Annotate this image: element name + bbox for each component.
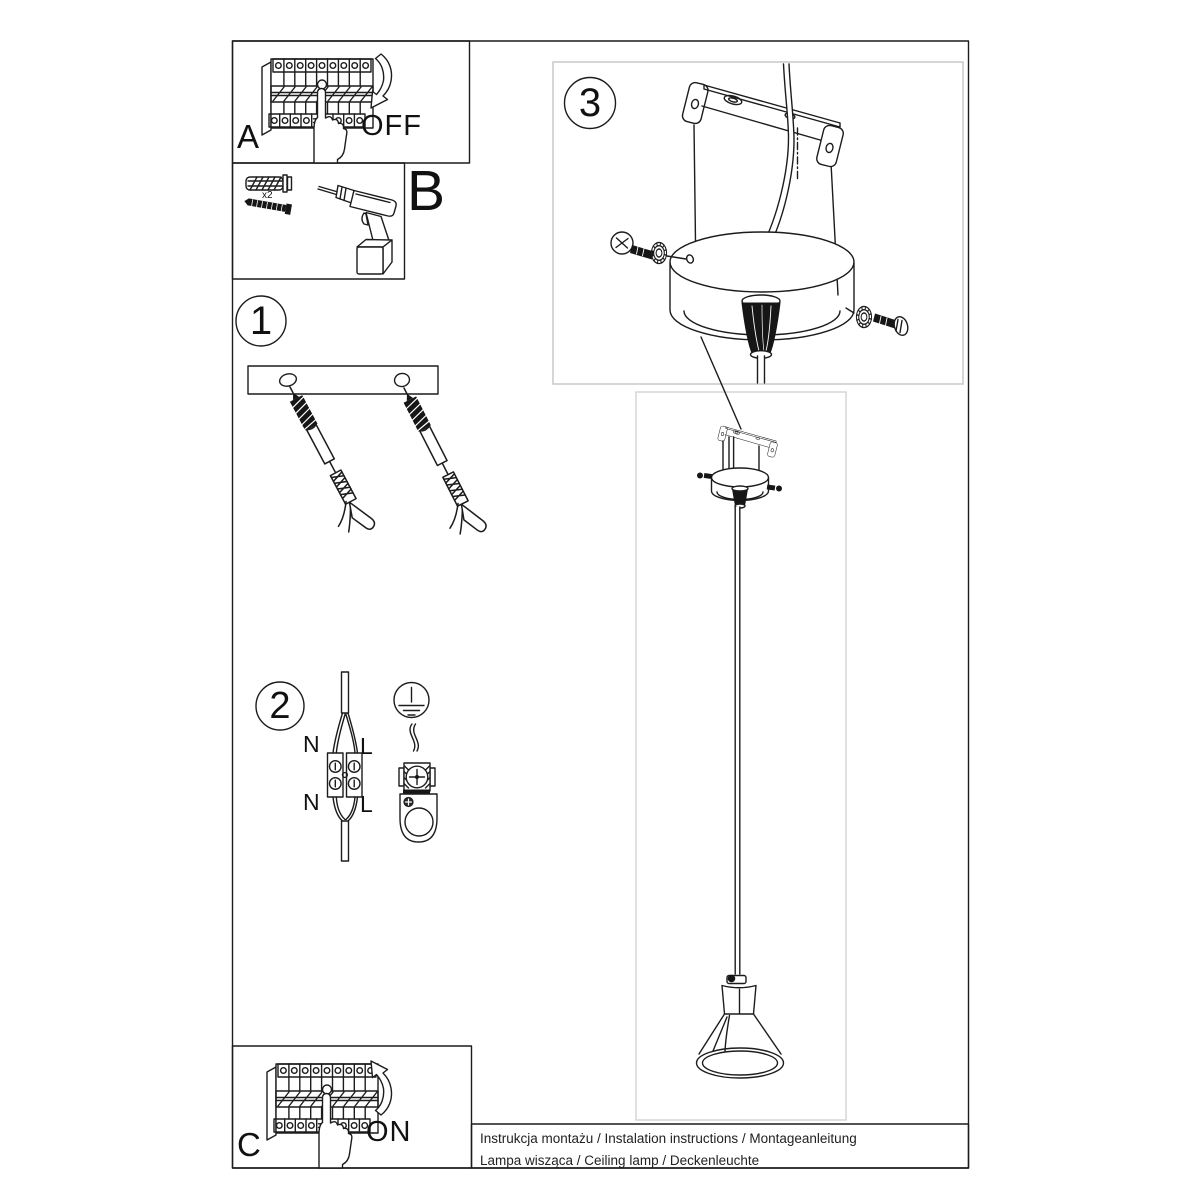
anchor-quantity-label: x2 <box>262 190 273 201</box>
off-label: OFF <box>361 110 422 142</box>
panel-c-label: C <box>237 1126 261 1163</box>
ground-clamp <box>399 724 437 842</box>
drill-icon <box>318 186 396 275</box>
lamp-socket <box>722 975 756 1014</box>
lamp-shade <box>697 1014 784 1078</box>
step3-section <box>565 64 910 429</box>
footer-line-1: Instrukcja montażu / Instalation instructions / Montageanleitung <box>480 1131 857 1146</box>
anchor-assembly-right <box>384 383 488 544</box>
strain-relief-grip <box>742 295 780 383</box>
pendant-cord-long <box>735 507 740 974</box>
breaker-panel-icon-c <box>267 1064 378 1168</box>
terminal-block-wiring <box>328 672 363 861</box>
page-border <box>233 41 969 1168</box>
neutral-label-top: N <box>303 731 320 757</box>
supply-cord <box>342 672 349 713</box>
panel-c <box>267 1061 392 1168</box>
breaker-panel-icon <box>262 59 373 163</box>
footer-text <box>480 1128 857 1171</box>
footer-line-2: Lampa wisząca / Ceiling lamp / Deckenleuchte <box>480 1152 760 1168</box>
cord-stop-ball <box>728 975 736 983</box>
strip-hole-right <box>393 372 410 387</box>
canopy-screw-right <box>846 304 910 337</box>
step2-number: 2 <box>269 684 291 727</box>
off-arrow-icon <box>371 54 392 108</box>
side-screw-left-small <box>697 473 712 480</box>
panel-a-label: A <box>237 118 260 155</box>
pendant-cord-top <box>757 64 798 259</box>
bracket-small <box>717 426 777 458</box>
mounting-bracket <box>681 81 844 167</box>
on-label: ON <box>366 1116 412 1148</box>
panel-b-label: B <box>407 159 446 223</box>
detail-leader-line <box>701 337 741 429</box>
terminal-left <box>328 753 344 797</box>
strip-hole-left <box>278 372 298 388</box>
assembled-lamp <box>697 426 784 1078</box>
cord-hook <box>729 437 734 471</box>
page-frames <box>233 41 969 1168</box>
ground-symbol-icon <box>394 683 429 718</box>
step3-number: 3 <box>578 80 602 125</box>
neutral-label-bottom: N <box>303 789 320 815</box>
lock-washer-right <box>854 304 873 330</box>
anchor-assembly-left <box>270 382 376 542</box>
line-label-bottom: L <box>360 791 373 817</box>
line-label-top: L <box>360 733 373 759</box>
strain-relief-small <box>732 486 748 508</box>
step1-number: 1 <box>249 298 273 343</box>
panel-a <box>262 54 392 163</box>
